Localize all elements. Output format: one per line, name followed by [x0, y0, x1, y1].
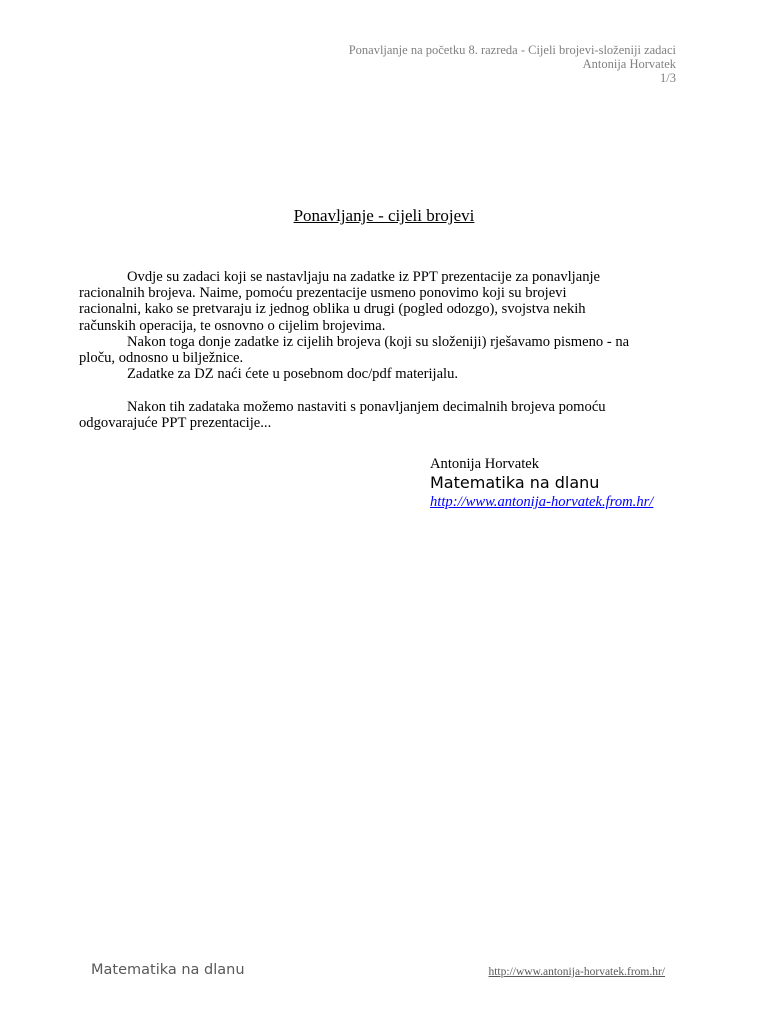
paragraph-line: racionalnih brojeva. Naime, pomoću prezentacije usmeno ponovimo koji su brojevi	[79, 285, 567, 302]
paragraph-line: Ovdje su zadaci koji se nastavljaju na zadatke iz PPT prezentacije za ponavljanje	[127, 269, 601, 285]
paragraph-followup	[79, 334, 665, 366]
header-page-number: 1/3	[660, 71, 676, 85]
document-body	[79, 269, 665, 431]
paragraph-line: racionalni, kako se pretvaraju iz jednog oblika u drugi (pogled odozgo), svojstva nekih	[79, 301, 586, 318]
page-footer	[91, 962, 665, 982]
document-title: Ponavljanje - cijeli brojevi	[293, 206, 475, 225]
signature-website-link[interactable]: http://www.antonija-horvatek.from.hr/	[430, 494, 654, 510]
signature-brand: Matematika na dlanu	[430, 473, 600, 492]
paragraph-line: odgovarajuće PPT prezentacije...	[79, 414, 272, 431]
signature-block	[430, 456, 730, 511]
page-header	[176, 43, 676, 85]
signature-author: Antonija Horvatek	[430, 456, 540, 472]
paragraph-spacer	[79, 382, 665, 398]
paragraph-line: ploču, odnosno u bilježnice.	[79, 350, 244, 367]
paragraph-next-steps	[79, 399, 665, 431]
paragraph-line: Nakon toga donje zadatke iz cijelih brojeva (koji su složeniji) rješavamo pismeno - na	[127, 333, 630, 350]
header-document-title: Ponavljanje na početku 8. razreda - Cijeli brojevi-složeniji zadaci	[348, 43, 676, 57]
footer-brand: Matematika na dlanu	[91, 962, 245, 978]
header-author: Antonija Horvatek	[582, 57, 676, 71]
paragraph-line: računskih operacija, te osnovno o cijelim brojevima.	[79, 317, 386, 334]
paragraph-line: Nakon tih zadataka možemo nastaviti s ponavljanjem decimalnih brojeva pomoću	[127, 398, 606, 415]
paragraph-intro	[79, 269, 665, 334]
paragraph-homework: Zadatke za DZ naći ćete u posebnom doc/pdf materijalu.	[127, 366, 459, 383]
footer-website-link[interactable]: http://www.antonija-horvatek.from.hr/	[488, 966, 665, 978]
